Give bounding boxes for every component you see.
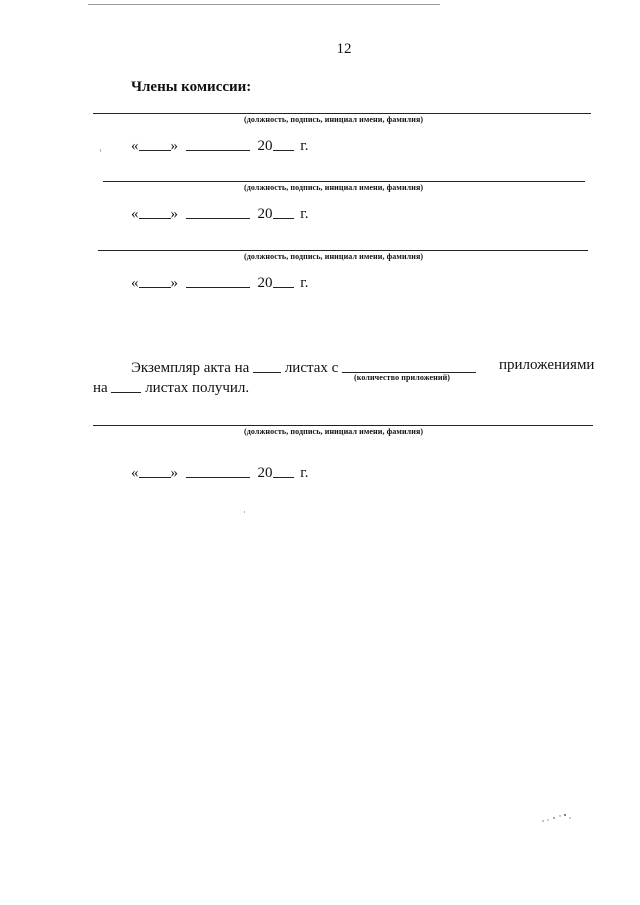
scan-speck-mark [244,511,245,513]
date-close-quote: » [170,465,178,481]
recipient-signature-caption: (должность, подпись, инициал имени, фамилия) [244,427,424,436]
receipt-text-1: Экземпляр акта на [131,360,250,376]
recipient-signature-line [93,425,593,426]
receipt-line-2 [93,378,249,396]
month-blank [186,205,250,219]
attachment-sheets-blank [111,379,141,393]
receipt-text-5: листах получил. [145,380,250,396]
signature-line-2 [103,181,585,182]
year-blank [273,274,294,288]
day-blank [139,464,171,478]
year-prefix: 20 [257,206,273,222]
date-close-quote: » [170,275,178,291]
year-suffix: г. [300,275,309,291]
receipt-text-4: на [93,380,108,396]
year-prefix: 20 [257,275,273,291]
year-prefix: 20 [257,465,273,481]
year-suffix: г. [300,138,309,154]
year-blank [273,137,294,151]
date-close-quote: » [170,206,178,222]
date-open-quote: « [131,138,139,154]
day-blank [139,205,171,219]
scan-speck-cluster [540,812,574,826]
attachments-count-blank [342,359,476,373]
page-number: 12 [336,41,352,57]
month-blank [186,464,250,478]
receipt-text-3: приложениями [499,357,595,373]
attachments-caption: (количество приложений) [354,373,451,382]
day-blank [139,274,171,288]
date-open-quote: « [131,465,139,481]
signature-caption-1: (должность, подпись, инициал имени, фамилия) [244,115,424,124]
date-open-quote: « [131,275,139,291]
year-prefix: 20 [257,138,273,154]
date-line-1 [131,136,308,154]
year-blank [273,464,294,478]
month-blank [186,274,250,288]
signature-line-3 [98,250,588,251]
day-blank [139,137,171,151]
date-open-quote: « [131,206,139,222]
signature-line-1 [93,113,591,114]
receipt-text-2: листах с [284,360,339,376]
stray-mark [100,149,101,152]
date-line-3 [131,273,308,291]
year-suffix: г. [300,465,309,481]
month-blank [186,137,250,151]
top-edge-rule [88,4,440,5]
signature-caption-3: (должность, подпись, инициал имени, фамилия) [244,252,424,261]
sheets-count-blank [253,359,281,373]
signature-caption-2: (должность, подпись, инициал имени, фамилия) [244,183,424,192]
recipient-date-line [131,463,308,481]
date-close-quote: » [170,138,178,154]
year-blank [273,205,294,219]
members-heading: Члены комиссии: [131,79,252,95]
date-line-2 [131,204,308,222]
year-suffix: г. [300,206,309,222]
